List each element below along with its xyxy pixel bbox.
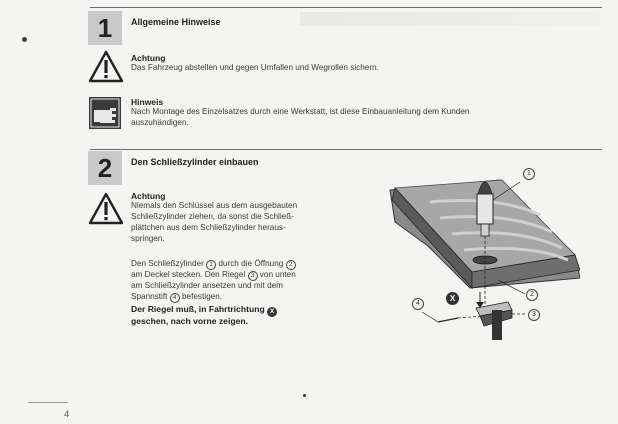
direction-x-marker-inline: X xyxy=(267,307,277,317)
bleed-through-text xyxy=(300,12,600,26)
section-2-achtung-line-3: plättchen aus dem Schließzylinder heraus- xyxy=(131,223,286,232)
page-number: 4 xyxy=(64,409,70,419)
section-2-achtung-line-4: springen. xyxy=(131,234,165,243)
warning-triangle-icon xyxy=(88,50,124,84)
binding-mark-line xyxy=(28,402,68,403)
section-1-hinweis-line-1: Nach Montage des Einzelsatzes durch eine Werkstatt, ist diese Einbauanleitung dem Kunden xyxy=(131,107,470,116)
section-2-number: 2 xyxy=(88,151,122,185)
callout-4-inline: 4 xyxy=(170,293,180,303)
section-1-title: Allgemeine Hinweise xyxy=(131,17,221,27)
info-hand-icon xyxy=(88,96,122,130)
callout-3-inline: 3 xyxy=(248,271,258,281)
callout-4: 4 xyxy=(412,298,424,310)
section-2-achtung-line-1: Niemals den Schlüssel aus dem ausgebauten xyxy=(131,201,298,210)
callout-2: 2 xyxy=(526,289,538,301)
section-1-number: 1 xyxy=(88,11,122,45)
binding-mark xyxy=(22,37,27,42)
section-1-hinweis-line-2: auszuhändigen. xyxy=(131,118,189,127)
bold-instruction-line-2: geschen, nach vorne zeigen. xyxy=(131,316,249,326)
section-2-rule xyxy=(90,149,602,150)
instruction-line-2: am Deckel stecken. Den Riegel 3 von unten xyxy=(131,270,296,279)
warning-triangle-icon xyxy=(88,192,124,226)
direction-x-marker: X xyxy=(446,292,459,305)
callout-1: 1 xyxy=(523,168,535,180)
bold-instruction-line-1: Der Riegel muß, in Fahrtrichtung X xyxy=(131,304,277,317)
section-1-achtung-text: Das Fahrzeug abstellen und gegen Umfallen und Wegrollen sichern. xyxy=(131,63,379,72)
section-1-hinweis-label: Hinweis xyxy=(131,97,164,107)
instruction-line-3: am Schließzylinder ansetzen und mit dem xyxy=(131,281,283,290)
lock-cylinder-illustration xyxy=(380,160,580,360)
callout-1-inline: 1 xyxy=(206,260,216,270)
section-2-achtung-label: Achtung xyxy=(131,191,166,201)
instruction-line-1: Den Schließzylinder 1 durch die Öffnung 2 xyxy=(131,259,296,270)
callout-2-inline: 2 xyxy=(286,260,296,270)
callout-3: 3 xyxy=(528,309,540,321)
scan-dot xyxy=(303,394,306,397)
section-1-achtung-label: Achtung xyxy=(131,53,166,63)
section-2-title: Den Schließzylinder einbauen xyxy=(131,157,259,167)
instruction-line-4: Spannstift 4 befestigen. xyxy=(131,292,223,301)
section-2-achtung-line-2: Schließzylinder ziehen, da sonst die Schließ- xyxy=(131,212,294,221)
section-1-rule xyxy=(90,7,602,8)
